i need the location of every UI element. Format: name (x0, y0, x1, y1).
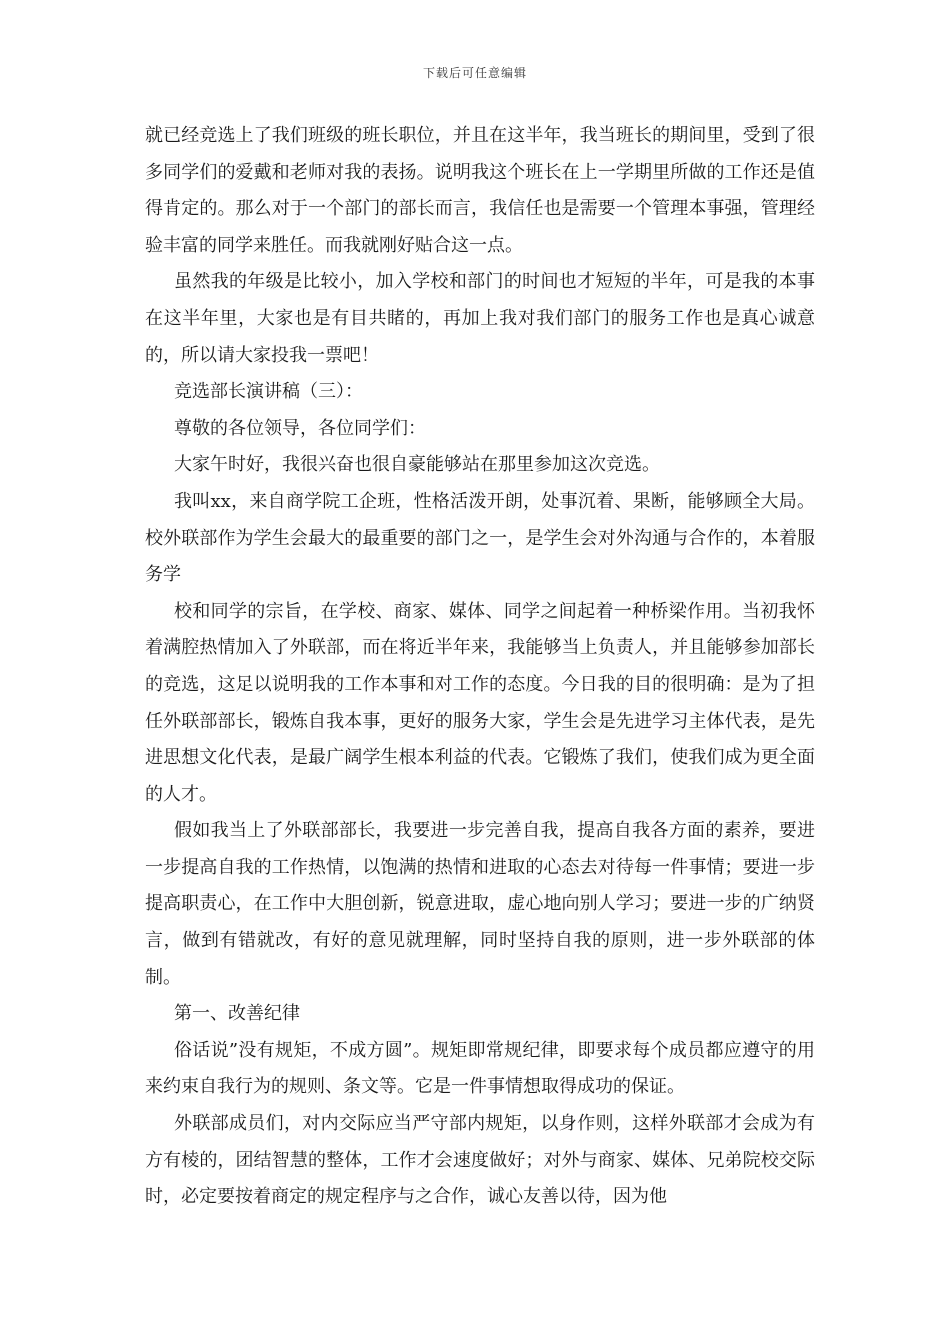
page-header: 下载后可任意编辑 (422, 66, 527, 80)
paragraph-2: 虽然我的年级是比较小，加入学校和部门的时间也才短短的半年，可是我的本事在这半年里，大家也是有目共睹的，再加上我对我们部门的服务工作也是真心诚意的，所以请大家投我一票吧！ (145, 271, 815, 366)
paragraph-rules: 俗话说”没有规矩，不成方圆”。规矩即常规纪律，即要求每个成员都应遵守的用来约束自我行为的规则、条文等。它是一件事情想取得成功的保证。 (145, 1039, 815, 1098)
paragraph-greeting: 大家午时好，我很兴奋也很自豪能够站在那里参加这次竞选。 (174, 454, 660, 476)
paragraph-plan: 假如我当上了外联部部长，我要进一步完善自我，提高自我各方面的素养，要进一步提高自我的工作热情，以饱满的热情和进取的心态去对待每一件事情；要进一步提高职责心，在工作中大胆创新，锐意进取，虚心地向别人学习；要进一步的广纳贤言，做到有错就改，有好的意见就理解，同时坚持自我的原则，进一步外联部的体制。 (145, 820, 815, 988)
paragraph-purpose: 校和同学的宗旨，在学校、商家、媒体、同学之间起着一种桥梁作用。当初我怀着满腔热情加入了外联部，而在将近半年来，我能够当上负责人，并且能够参加部长的竞选，这足以说明我的工作本事和对工作的态度。今日我的目的很明确：是为了担任外联部部长，锻炼自我本事，更好的服务大家，学生会是先进学习主体代表，是先进思想文化代表，是最广阔学生根本利益的代表。它锻炼了我们，使我们成为更全面的人才。 (145, 600, 815, 805)
salutation: 尊敬的各位领导，各位同学们： (174, 417, 426, 439)
paragraph-1: 就已经竞选上了我们班级的班长职位，并且在这半年，我当班长的期间里，受到了很多同学们的爱戴和老师对我的表扬。说明我这个班长在上一学期里所做的工作还是值得肯定的。那么对于一个部门的部长而言，我信任也是需要一个管理本事强，管理经验丰富的同学来胜任。而我就刚好贴合这一点。 (145, 125, 815, 256)
paragraph-members: 外联部成员们，对内交际应当严守部内规矩，以身作则，这样外联部才会成为有方有棱的，团结智慧的整体，工作才会速度做好；对外与商家、媒体、兄弟院校交际时，必定要按着商定的规定程序与之合作，诚心友善以待，因为他 (145, 1113, 815, 1208)
subheading-discipline: 第一、改善纪律 (174, 1003, 300, 1025)
section-title: 竞选部长演讲稿（三）： (174, 381, 363, 403)
paragraph-intro: 我叫xx，来自商学院工企班，性格活泼开朗，处事沉着、果断，能够顾全大局。校外联部作为学生会最大的最重要的部门之一，是学生会对外沟通与合作的，本着服务学 (145, 490, 815, 586)
document-body (145, 118, 815, 1216)
